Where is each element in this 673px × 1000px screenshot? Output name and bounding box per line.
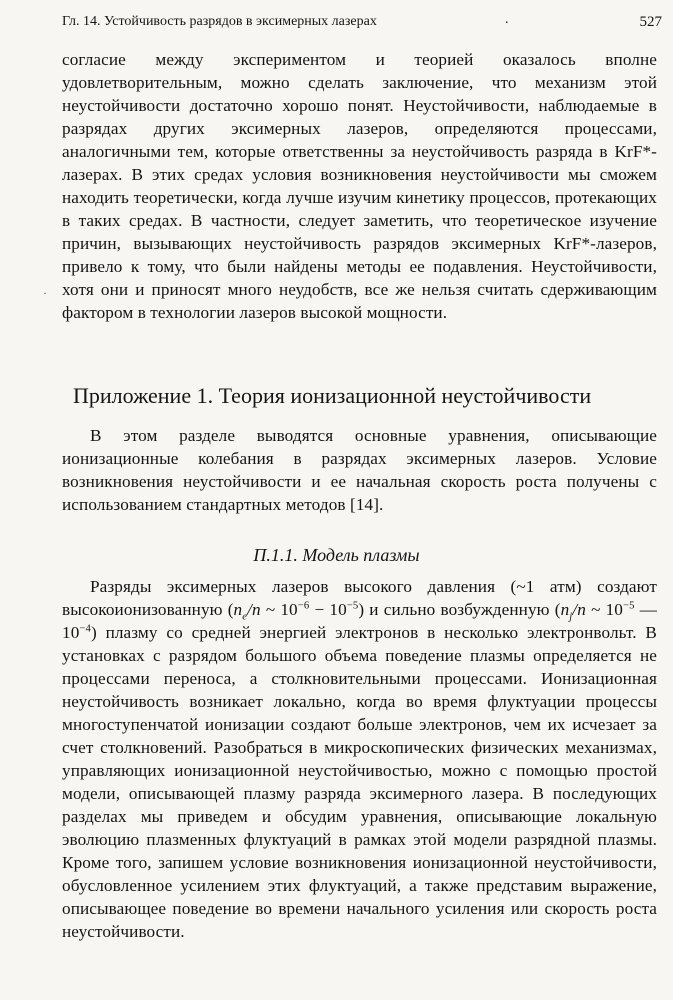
- chapter-title: Гл. 14. Устойчивость разрядов в эксимерных лазерах: [62, 14, 377, 29]
- math-exponent: −5: [623, 600, 635, 612]
- math-number: — 10: [62, 600, 657, 642]
- appendix-heading: Приложение 1. Теория ионизационной неустойчивости: [73, 383, 592, 408]
- math-symbol: n: [233, 600, 243, 619]
- math-exponent: −4: [79, 623, 91, 635]
- math-subscript: j: [569, 611, 573, 623]
- math-symbol: /n: [572, 600, 586, 619]
- scan-dot: .: [505, 12, 509, 27]
- math-number: − 10: [309, 600, 347, 619]
- subsection-heading: П.1.1. Модель плазмы: [253, 545, 420, 565]
- text-run: ) и сильно возбужденную (: [358, 600, 561, 619]
- math-exponent: −5: [346, 600, 359, 612]
- page-number: 527: [639, 14, 662, 30]
- math-number: ~ 10: [260, 600, 298, 619]
- text-run: Разряды эксимерных лазеров высокого давления (~1 атм) создают высокоионизованную (: [62, 577, 657, 619]
- paragraph-plasma-model: [62, 575, 657, 943]
- math-symbol: /n: [247, 600, 261, 619]
- math-number: ~ 10: [585, 600, 623, 619]
- text-run: ) плазму со средней энергией электронов в несколько электронвольт. В установках с разрядом большого объема поведение плазмы определяется не процессами переноса, а столкновительными процессами. Ионизационная неустойчивость возникает локально, когда во время флуктуации процессы многоступенчатой ионизации создают больше электронов, чем их исчезает за счет столкновений. Разобраться в микроскопических физических механизмах, управляющих ионизационной неустойчивостью, можно с помощью простой модели, описывающей плазму разряда эксимерного лазера. В последующих разделах мы приведем и обсудим уравнения, описывающие локальную эволюцию плазменных флуктуаций в рамках этой модели разрядной плазмы. Кроме того, запишем условие возникновения ионизационной неустойчивости, обусловленное усилением этих флуктуаций, а также представим выражение, описывающее поведение во времени начального усиления или скорость роста неустойчивости.: [62, 623, 657, 941]
- math-subscript: e: [242, 611, 248, 623]
- paragraph-conclusion: согласие между экспериментом и теорией оказалось вполне удовлетворительным, можно сделать заключение, что механизм этой неустойчивости достаточно хорошо понят. Неустойчивости, наблюдаемые в разрядах других эксимерных лазеров, определяются процессами, аналогичными тем, которые ответственны за неустойчивость разряда в KrF*-лазерах. В этих средах условия возникновения неустойчивости мы сможем находить теоретически, когда лучше изучим кинетику процессов, протекающих в таких средах. В частности, следует заметить, что теоретическое изучение причин, вызывающих неустойчивость разрядов эксимерных KrF*-лазеров, привело к тому, что были найдены методы ее подавления. Неустойчивости, хотя они и приносят много неудобств, все же нельзя считать сдерживающим фактором в технологии лазеров высокой мощности.: [62, 50, 657, 322]
- paragraph-appendix-intro: В этом разделе выводятся основные уравнения, описывающие ионизационные колебания в разрядах эксимерных лазеров. Условие возникновения неустойчивости и ее начальная скорость роста получены с использованием стандартных методов [14].: [62, 426, 657, 514]
- running-header: [62, 10, 662, 34]
- scan-mark: ·: [43, 286, 47, 300]
- math-exponent: −6: [297, 600, 310, 612]
- math-symbol: n: [560, 600, 570, 619]
